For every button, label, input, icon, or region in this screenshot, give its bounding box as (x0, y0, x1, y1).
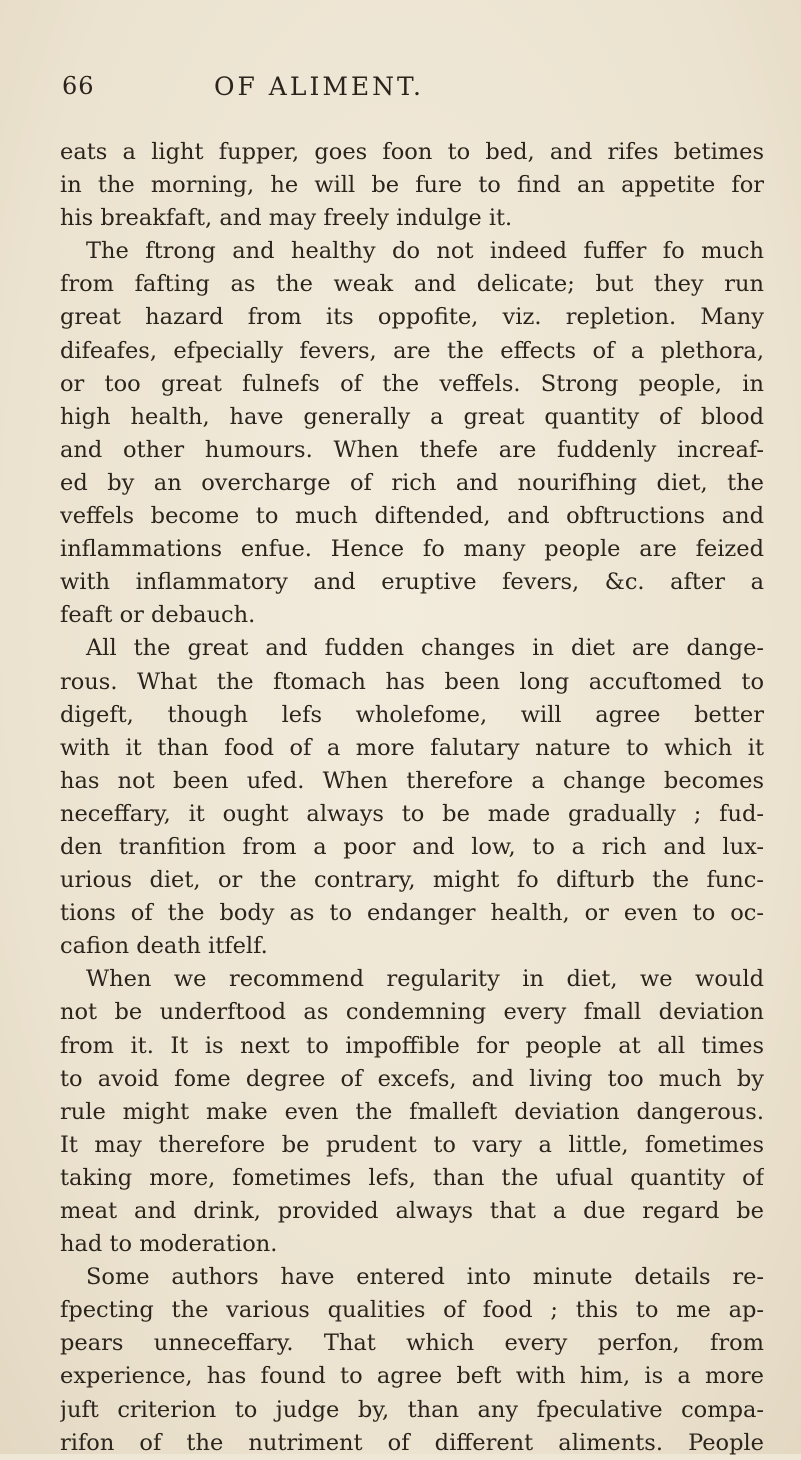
text-line: urious diet, or the contrary, might fo difturb the func- (60, 867, 764, 894)
text-line: not be underftood as condemning every fmall deviation (60, 999, 764, 1026)
running-head: OF ALIMENT. (214, 72, 424, 101)
text-line: and other humours. When thefe are fuddenly increaf- (60, 436, 764, 463)
text-line: meat and drink, provided always that a due regard be (60, 1198, 764, 1224)
text-line: All the great and fudden changes in diet are dange- (86, 635, 764, 662)
text-line: digeft, though lefs wholefome, will agree better (60, 701, 764, 728)
text-line: high health, have generally a great quantity of blood (60, 403, 764, 430)
text-line: tions of the body as to endanger health, or even to oc- (60, 900, 764, 927)
text-line: fpecting the various qualities of food ; this to me ap- (60, 1297, 764, 1324)
text-line: from fafting as the weak and delicate; but they run (60, 271, 764, 298)
text-line: in the morning, he will be fure to find an appetite for (60, 172, 764, 199)
text-line: with inflammatory and eruptive fevers, &c. after a (60, 569, 764, 596)
text-line: rous. What the ftomach has been long accuftomed to (60, 668, 764, 695)
text-line: feaft or debauch. (60, 602, 256, 629)
body-text (60, 136, 764, 1460)
text-line: or too great fulnefs of the veffels. Strong people, in (60, 370, 764, 397)
text-line: to avoid fome degree of excefs, and living too much by (60, 1065, 764, 1092)
text-line: Some authors have entered into minute details re- (86, 1264, 764, 1291)
text-line: den tranfition from a poor and low, to a rich and lux- (60, 833, 764, 860)
text-line: When we recommend regularity in diet, we would (86, 966, 764, 993)
text-line: cafion death itfelf. (60, 933, 268, 960)
text-line: taking more, fometimes lefs, than the ufual quantity of (60, 1164, 764, 1191)
text-line: inflammations enfue. Hence fo many people are feized (60, 536, 764, 563)
text-line: juft criterion to judge by, than any fpeculative compa- (60, 1396, 764, 1423)
text-line: great hazard from its oppofite, viz. repletion. Many (60, 304, 764, 331)
text-line: has not been ufed. When therefore a change becomes (60, 767, 764, 794)
text-line: It may therefore be prudent to vary a little, fometimes (60, 1131, 764, 1158)
text-line: veffels become to much diftended, and obftructions and (60, 503, 764, 530)
text-line: with it than food of a more falutary nature to which it (60, 734, 764, 761)
text-line: rifon of the nutriment of different aliments. People (60, 1429, 764, 1456)
text-line: from it. It is next to impoffible for people at all times (60, 1032, 764, 1059)
text-line: experience, has found to agree beft with him, is a more (60, 1363, 764, 1390)
text-line: had to moderation. (60, 1231, 278, 1258)
text-line: pears unneceffary. That which every perfon, from (60, 1330, 764, 1357)
text-line: his breakfaft, and may freely indulge it. (60, 205, 513, 232)
text-line: difeafes, efpecially fevers, are the effects of a plethora, (60, 337, 764, 364)
page-header (0, 72, 801, 112)
text-line: eats a light fupper, goes foon to bed, and rifes betimes (60, 139, 764, 165)
text-line: neceffary, it ought always to be made gradually ; fud- (60, 800, 764, 827)
page-number: 66 (62, 72, 95, 100)
text-line: ed by an overcharge of rich and nourifhing diet, the (60, 469, 764, 496)
text-line: The ftrong and healthy do not indeed fuffer fo much (86, 238, 764, 265)
text-line: rule might make even the fmalleft deviation dangerous. (60, 1098, 764, 1125)
